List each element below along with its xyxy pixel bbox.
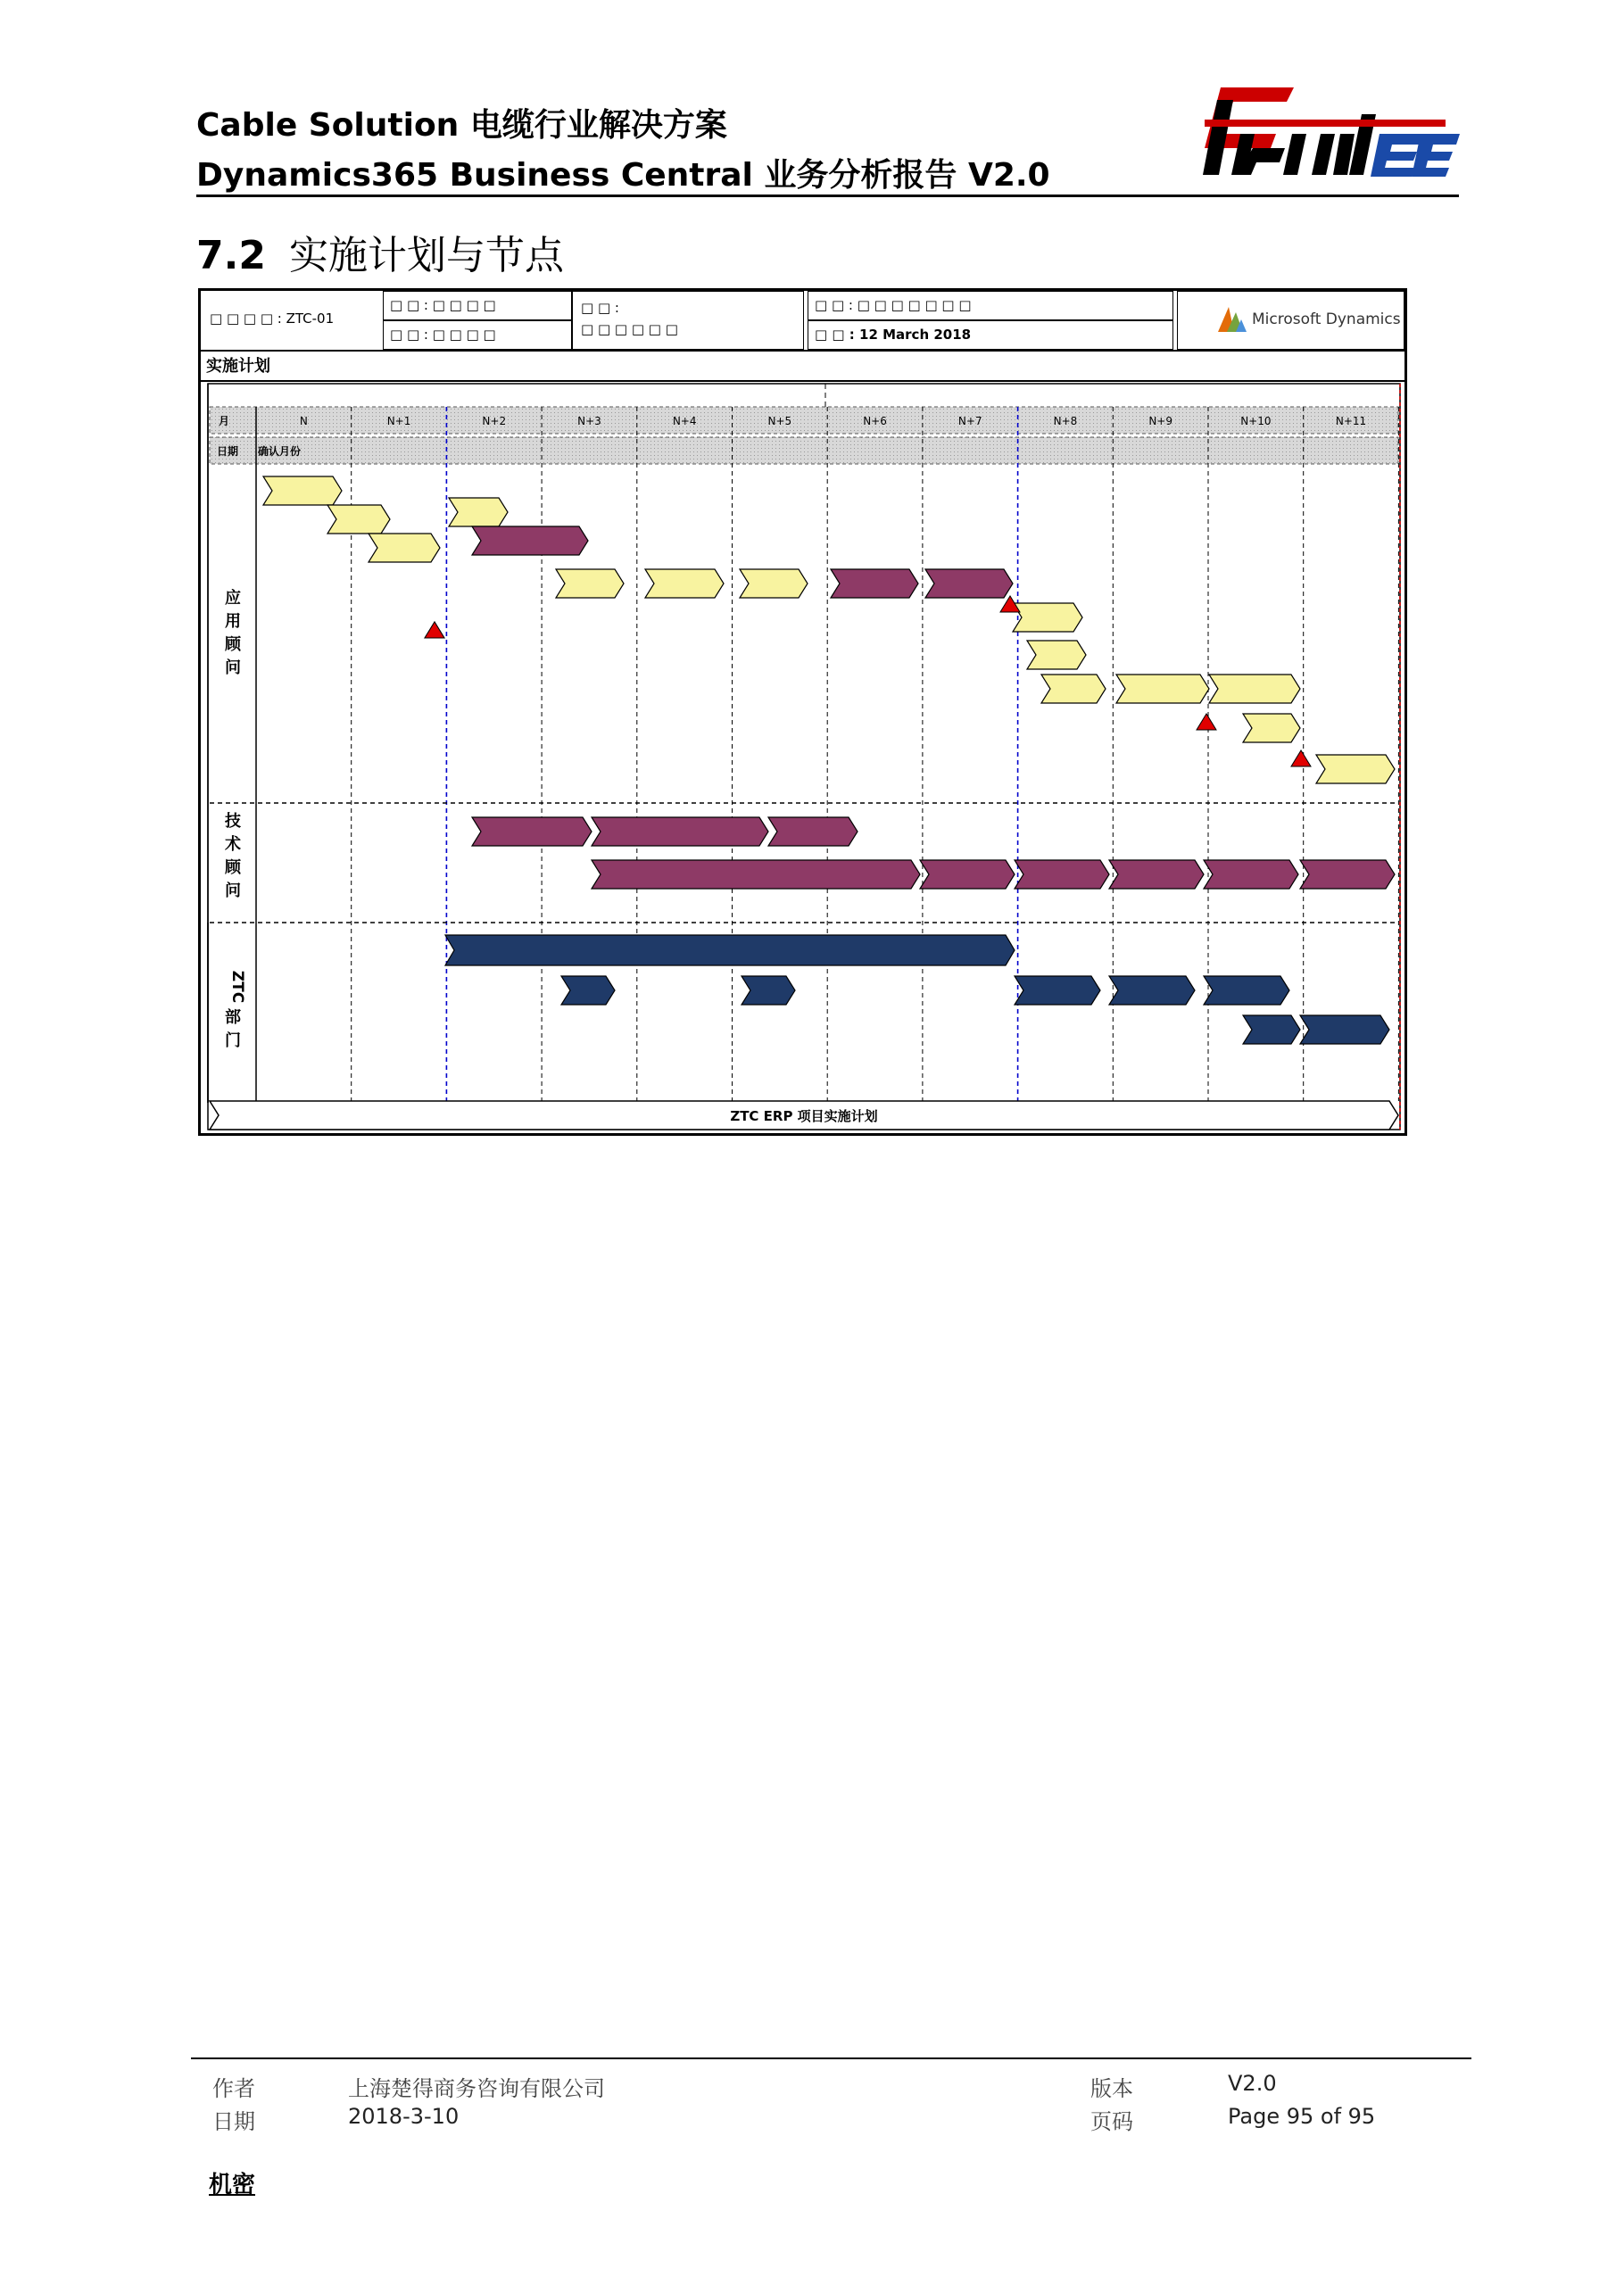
month-label-10: N+9 <box>1148 415 1172 427</box>
info-a1: □ □ : □ □ □ □ <box>390 297 496 313</box>
month-label: 月 <box>219 415 230 427</box>
page-label: 页码 <box>1090 2109 1133 2134</box>
month-label-5: N+4 <box>672 415 697 427</box>
info-a2: □ □ : □ □ □ □ <box>390 327 496 343</box>
info-b2: □ □ □ □ □ □ <box>581 321 678 337</box>
task-bar <box>369 534 440 562</box>
month-label-4: N+3 <box>577 415 601 427</box>
section-title: 实施计划与节点 <box>288 233 564 278</box>
brand-name: Microsoft Dynamics <box>1252 310 1401 328</box>
task-bar <box>1116 675 1209 703</box>
svg-text:ZTC: ZTC <box>228 970 246 1004</box>
svg-text:用: 用 <box>225 612 241 631</box>
svg-text:问: 问 <box>225 882 241 900</box>
author-value: 上海楚得商务咨询有限公司 <box>348 2076 605 2101</box>
svg-text:技: 技 <box>225 812 241 831</box>
task-bar <box>592 817 768 846</box>
task-bar <box>472 526 588 555</box>
task-bar <box>1013 603 1082 632</box>
date-label: 日期 <box>212 2109 255 2134</box>
task-bar <box>327 505 390 534</box>
info-b1: □ □ : <box>581 300 619 316</box>
month-label-11: N+10 <box>1240 415 1272 427</box>
task-bar <box>592 860 920 889</box>
svg-text:部: 部 <box>225 1008 241 1027</box>
project-number: □ □ □ □ : ZTC-01 <box>210 310 335 327</box>
month-label-8: N+7 <box>957 415 982 427</box>
task-bar <box>449 498 508 526</box>
task-bar <box>768 817 858 846</box>
svg-text:应: 应 <box>225 589 241 608</box>
task-bar <box>1204 860 1298 889</box>
month-label-12: N+11 <box>1335 415 1367 427</box>
implementation-plan-frame <box>198 288 1407 1136</box>
task-bar <box>1027 641 1086 669</box>
task-bar <box>1316 755 1395 783</box>
author-label: 作者 <box>212 2076 255 2101</box>
lane-label-app-consultant <box>225 588 242 677</box>
month-label-2: N+1 <box>386 415 411 427</box>
date-header-row <box>210 437 1398 464</box>
task-bar <box>1209 675 1300 703</box>
header-rule <box>196 195 1459 197</box>
month-label-3: N+2 <box>482 415 507 427</box>
task-bar <box>263 476 342 505</box>
task-bar <box>1300 1015 1389 1044</box>
confirm-label: 确认月份 <box>258 445 302 458</box>
task-bar <box>740 569 808 598</box>
lane-label-tech-consultant <box>224 811 242 900</box>
section-heading <box>196 223 564 280</box>
gantt-chart <box>201 291 1404 1133</box>
month-label-6: N+5 <box>767 415 792 427</box>
info-c1: □ □ : □ □ □ □ □ □ □ <box>815 297 972 313</box>
task-bar <box>1300 860 1395 889</box>
confidential-mark: 机密 <box>209 2172 256 2198</box>
task-bar <box>1109 976 1195 1005</box>
task-bar <box>1041 675 1106 703</box>
task-bar <box>831 569 918 598</box>
month-label-9: N+8 <box>1053 415 1078 427</box>
gantt-border <box>208 384 1400 1130</box>
footer-rule <box>191 2057 1471 2059</box>
task-bar <box>920 860 1015 889</box>
task-bar <box>1015 860 1109 889</box>
month-label-1: N <box>299 415 308 427</box>
info-c2: □ □ : 12 March 2018 <box>815 327 972 343</box>
document-title-line2: Dynamics365 Business Central 业务分析报告 V2.0 <box>196 157 1050 194</box>
svg-text:门: 门 <box>225 1031 241 1050</box>
version-label: 版本 <box>1090 2076 1133 2101</box>
date-value: 2018-3-10 <box>348 2104 460 2129</box>
task-bar <box>1109 860 1204 889</box>
svg-text:顾: 顾 <box>225 858 241 877</box>
task-bar <box>1243 1015 1300 1044</box>
milestone-marker <box>1197 714 1216 730</box>
task-bar <box>645 569 724 598</box>
milestone-marker <box>1291 750 1311 766</box>
plan-label: 实施计划 <box>206 357 270 376</box>
task-bar <box>445 935 1015 965</box>
task-bar <box>742 976 795 1005</box>
task-bar <box>925 569 1013 598</box>
task-bar <box>561 976 615 1005</box>
task-bar <box>1015 976 1100 1005</box>
month-label-7: N+6 <box>863 415 887 427</box>
section-number: 7.2 <box>196 233 266 278</box>
task-bar <box>472 817 592 846</box>
company-logo <box>1187 79 1463 190</box>
task-bar <box>556 569 624 598</box>
lane-label-ztc-dept <box>225 971 246 1050</box>
document-title-line1: Cable Solution 电缆行业解决方案 <box>196 107 727 144</box>
svg-text:问: 问 <box>225 658 241 677</box>
date-label: 日期 <box>217 445 239 458</box>
svg-text:术: 术 <box>225 835 241 854</box>
task-bar <box>1243 714 1300 742</box>
page-value: Page 95 of 95 <box>1228 2104 1376 2129</box>
version-value: V2.0 <box>1228 2071 1277 2096</box>
svg-text:顾: 顾 <box>225 635 241 654</box>
task-bar <box>1204 976 1289 1005</box>
project-plan-label: ZTC ERP 项目实施计划 <box>730 1108 878 1124</box>
